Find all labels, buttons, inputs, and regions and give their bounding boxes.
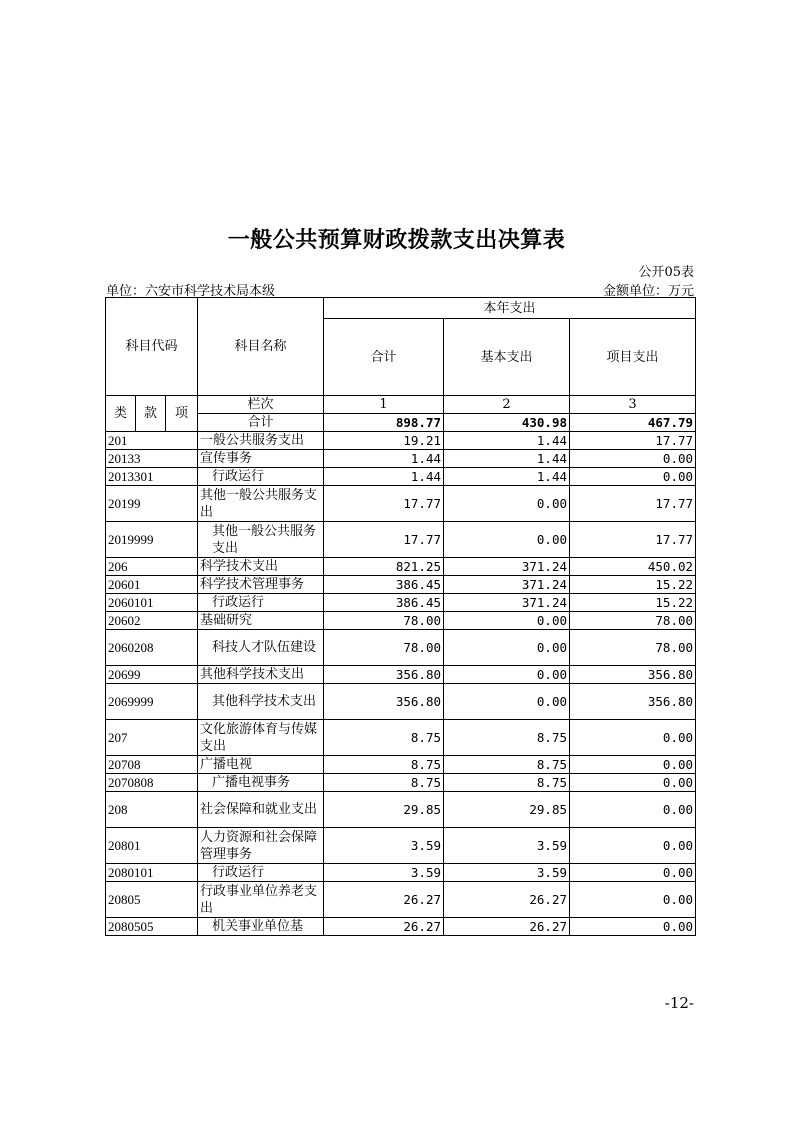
amount-basic: 0.00 bbox=[444, 684, 570, 720]
subject-code: 20708 bbox=[106, 756, 198, 774]
amount-total: 17.77 bbox=[324, 486, 444, 522]
amount-project: 15.22 bbox=[570, 576, 696, 594]
header-lei: 类 bbox=[106, 396, 136, 432]
table-row bbox=[106, 684, 696, 720]
amount-total: 3.59 bbox=[324, 828, 444, 864]
amount-project: 17.77 bbox=[570, 522, 696, 558]
money-unit: 金额单位：万元 bbox=[602, 284, 694, 299]
subject-code: 2060208 bbox=[106, 630, 198, 666]
subject-name: 科学技术支出 bbox=[198, 558, 324, 576]
amount-basic: 3.59 bbox=[444, 864, 570, 882]
amount-project: 356.80 bbox=[570, 684, 696, 720]
amount-basic: 1.44 bbox=[444, 432, 570, 450]
amount-total: 1.44 bbox=[324, 450, 444, 468]
table-row bbox=[106, 576, 696, 594]
subject-name: 行政运行 bbox=[198, 468, 324, 486]
table-row bbox=[106, 882, 696, 918]
table-row bbox=[106, 612, 696, 630]
amount-total: 821.25 bbox=[324, 558, 444, 576]
subject-code: 201 bbox=[106, 432, 198, 450]
document-title: 一般公共预算财政拨款支出决算表 bbox=[227, 227, 566, 253]
amount-basic: 0.00 bbox=[444, 666, 570, 684]
subject-code: 20133 bbox=[106, 450, 198, 468]
amount-project: 0.00 bbox=[570, 774, 696, 792]
subject-code: 2019999 bbox=[106, 522, 198, 558]
subject-name: 科技人才队伍建设 bbox=[198, 630, 324, 666]
amount-total: 386.45 bbox=[324, 594, 444, 612]
amount-total: 26.27 bbox=[324, 918, 444, 936]
amount-total: 26.27 bbox=[324, 882, 444, 918]
table-row bbox=[106, 468, 696, 486]
subject-code: 20801 bbox=[106, 828, 198, 864]
subject-name: 行政运行 bbox=[198, 864, 324, 882]
subject-name: 科学技术管理事务 bbox=[198, 576, 324, 594]
amount-project: 0.00 bbox=[570, 792, 696, 828]
header-kuan: 款 bbox=[136, 396, 166, 432]
amount-total: 8.75 bbox=[324, 774, 444, 792]
amount-project: 0.00 bbox=[570, 756, 696, 774]
table-row bbox=[106, 756, 696, 774]
subject-name: 其他一般公共服务支出 bbox=[198, 522, 324, 558]
amount-project: 0.00 bbox=[570, 882, 696, 918]
total-basic: 430.98 bbox=[444, 414, 570, 432]
header-total: 合计 bbox=[324, 319, 444, 396]
amount-total: 19.21 bbox=[324, 432, 444, 450]
subject-name: 其他科学技术支出 bbox=[198, 666, 324, 684]
amount-project: 78.00 bbox=[570, 612, 696, 630]
subject-code: 2013301 bbox=[106, 468, 198, 486]
subject-code: 207 bbox=[106, 720, 198, 756]
amount-basic: 1.44 bbox=[444, 450, 570, 468]
subject-code: 206 bbox=[106, 558, 198, 576]
column-index-2: 2 bbox=[444, 396, 570, 414]
amount-basic: 8.75 bbox=[444, 774, 570, 792]
subject-code: 20199 bbox=[106, 486, 198, 522]
amount-basic: 371.24 bbox=[444, 558, 570, 576]
subject-name: 文化旅游体育与传媒支出 bbox=[198, 720, 324, 756]
amount-project: 450.02 bbox=[570, 558, 696, 576]
amount-total: 29.85 bbox=[324, 792, 444, 828]
subject-name: 行政事业单位养老支出 bbox=[198, 882, 324, 918]
amount-project: 0.00 bbox=[570, 918, 696, 936]
subject-name: 社会保障和就业支出 bbox=[198, 792, 324, 828]
amount-project: 0.00 bbox=[570, 450, 696, 468]
subject-name: 基础研究 bbox=[198, 612, 324, 630]
subject-name: 机关事业单位基 bbox=[198, 918, 324, 936]
subject-code: 20805 bbox=[106, 882, 198, 918]
subject-code: 208 bbox=[106, 792, 198, 828]
page-number: -12- bbox=[664, 994, 694, 1012]
amount-total: 356.80 bbox=[324, 684, 444, 720]
subject-name: 其他科学技术支出 bbox=[198, 684, 324, 720]
amount-total: 356.80 bbox=[324, 666, 444, 684]
subject-code: 20602 bbox=[106, 612, 198, 630]
amount-total: 1.44 bbox=[324, 468, 444, 486]
header-current-year: 本年支出 bbox=[324, 298, 696, 319]
subject-code: 2070808 bbox=[106, 774, 198, 792]
subject-name: 广播电视 bbox=[198, 756, 324, 774]
header-xiang: 项 bbox=[166, 396, 198, 432]
subject-name: 行政运行 bbox=[198, 594, 324, 612]
table-row bbox=[106, 486, 696, 522]
amount-basic: 3.59 bbox=[444, 828, 570, 864]
amount-basic: 0.00 bbox=[444, 612, 570, 630]
amount-total: 78.00 bbox=[324, 612, 444, 630]
subject-name: 人力资源和社会保障管理事务 bbox=[198, 828, 324, 864]
amount-basic: 8.75 bbox=[444, 720, 570, 756]
table-row bbox=[106, 558, 696, 576]
subject-name: 一般公共服务支出 bbox=[198, 432, 324, 450]
amount-project: 0.00 bbox=[570, 468, 696, 486]
table-row bbox=[106, 828, 696, 864]
subject-name: 其他一般公共服务支出 bbox=[198, 486, 324, 522]
subject-name: 广播电视事务 bbox=[198, 774, 324, 792]
form-number: 公开05表 bbox=[638, 265, 694, 280]
amount-basic: 8.75 bbox=[444, 756, 570, 774]
table-row bbox=[106, 450, 696, 468]
table-row bbox=[106, 594, 696, 612]
amount-project: 17.77 bbox=[570, 432, 696, 450]
amount-basic: 1.44 bbox=[444, 468, 570, 486]
table-row bbox=[106, 918, 696, 936]
amount-total: 17.77 bbox=[324, 522, 444, 558]
amount-project: 356.80 bbox=[570, 666, 696, 684]
header-column-index: 栏次 bbox=[198, 396, 324, 414]
table-row bbox=[106, 774, 696, 792]
amount-total: 386.45 bbox=[324, 576, 444, 594]
amount-total: 8.75 bbox=[324, 720, 444, 756]
table-row bbox=[106, 666, 696, 684]
amount-basic: 371.24 bbox=[444, 576, 570, 594]
total-label: 合计 bbox=[198, 414, 324, 432]
amount-total: 78.00 bbox=[324, 630, 444, 666]
subject-code: 2080505 bbox=[106, 918, 198, 936]
total-amount: 898.77 bbox=[324, 414, 444, 432]
amount-total: 3.59 bbox=[324, 864, 444, 882]
amount-basic: 26.27 bbox=[444, 918, 570, 936]
budget-table bbox=[105, 297, 696, 936]
amount-basic: 0.00 bbox=[444, 522, 570, 558]
table-row bbox=[106, 522, 696, 558]
reporting-unit: 单位：六安市科学技术局本级 bbox=[106, 284, 276, 299]
header-project: 项目支出 bbox=[570, 319, 696, 396]
amount-basic: 26.27 bbox=[444, 882, 570, 918]
amount-total: 8.75 bbox=[324, 756, 444, 774]
subject-code: 2060101 bbox=[106, 594, 198, 612]
amount-basic: 0.00 bbox=[444, 630, 570, 666]
header-basic: 基本支出 bbox=[444, 319, 570, 396]
amount-project: 0.00 bbox=[570, 864, 696, 882]
subject-code: 20699 bbox=[106, 666, 198, 684]
total-project: 467.79 bbox=[570, 414, 696, 432]
table-row bbox=[106, 720, 696, 756]
subject-code: 2069999 bbox=[106, 684, 198, 720]
amount-project: 78.00 bbox=[570, 630, 696, 666]
table-row bbox=[106, 630, 696, 666]
amount-project: 17.77 bbox=[570, 486, 696, 522]
subject-name: 宣传事务 bbox=[198, 450, 324, 468]
amount-basic: 0.00 bbox=[444, 486, 570, 522]
amount-basic: 371.24 bbox=[444, 594, 570, 612]
amount-project: 0.00 bbox=[570, 720, 696, 756]
table-row bbox=[106, 432, 696, 450]
amount-project: 15.22 bbox=[570, 594, 696, 612]
table-row bbox=[106, 792, 696, 828]
table-row bbox=[106, 864, 696, 882]
header-subject-name: 科目名称 bbox=[198, 298, 324, 396]
subject-code: 2080101 bbox=[106, 864, 198, 882]
amount-basic: 29.85 bbox=[444, 792, 570, 828]
column-index-3: 3 bbox=[570, 396, 696, 414]
column-index-1: 1 bbox=[324, 396, 444, 414]
subject-code: 20601 bbox=[106, 576, 198, 594]
amount-project: 0.00 bbox=[570, 828, 696, 864]
header-subject-code: 科目代码 bbox=[106, 298, 198, 396]
